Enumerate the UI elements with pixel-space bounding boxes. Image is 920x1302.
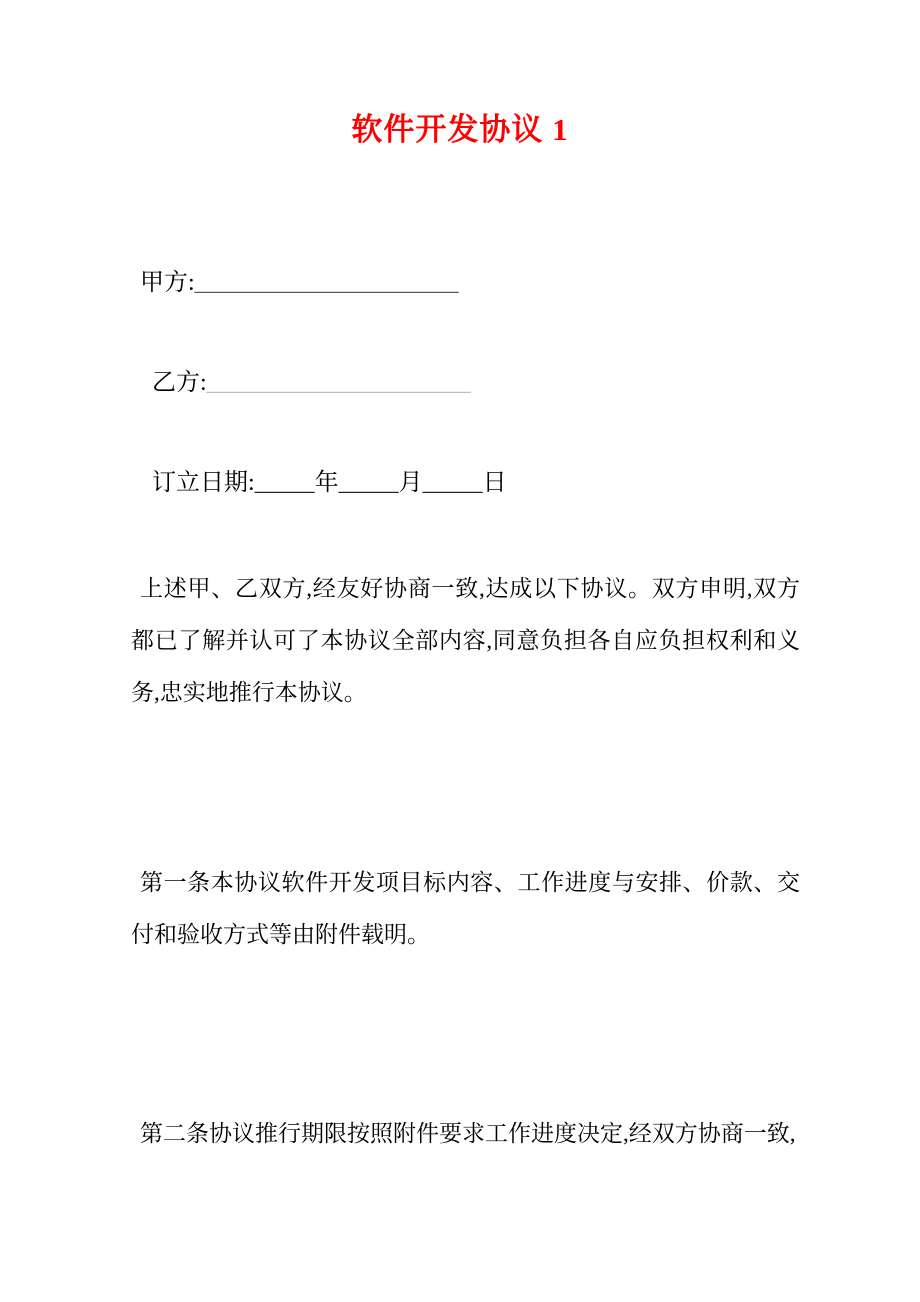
date-day-blank[interactable]: _____ <box>422 470 483 496</box>
date-month-unit: 月 <box>398 470 423 496</box>
paragraph-article-2: 第二条协议推行期限按照附件要求工作进度决定,经双方协商一致, <box>140 1121 796 1146</box>
date-year-unit: 年 <box>314 470 339 496</box>
party-b-label: 乙方: <box>152 370 207 396</box>
paragraph-article-1: 第一条本协议软件开发项目标内容、工作进度与安排、价款、交付和验收方式等由附件载明。 <box>131 870 800 947</box>
signing-date-row <box>152 468 507 498</box>
document-title: 软件开发协议 1 <box>351 112 569 147</box>
party-b-row <box>152 368 471 398</box>
party-b-blank-line[interactable]: ______________________ <box>206 370 471 396</box>
party-a-label: 甲方: <box>140 270 195 296</box>
date-year-blank[interactable]: _____ <box>254 470 315 496</box>
signing-date-label: 订立日期: <box>152 470 255 496</box>
party-a-blank-line[interactable]: ______________________ <box>194 270 459 296</box>
date-day-unit: 日 <box>482 470 507 496</box>
date-month-blank[interactable]: _____ <box>338 470 399 496</box>
party-a-row <box>140 268 459 298</box>
paragraph-preamble: 上述甲、乙双方,经友好协商一致,达成以下协议。双方申明,双方都已了解并认可了本协议全部内容,同意负担各自应负担权利和义务,忠实地推行本协议。 <box>131 576 800 705</box>
